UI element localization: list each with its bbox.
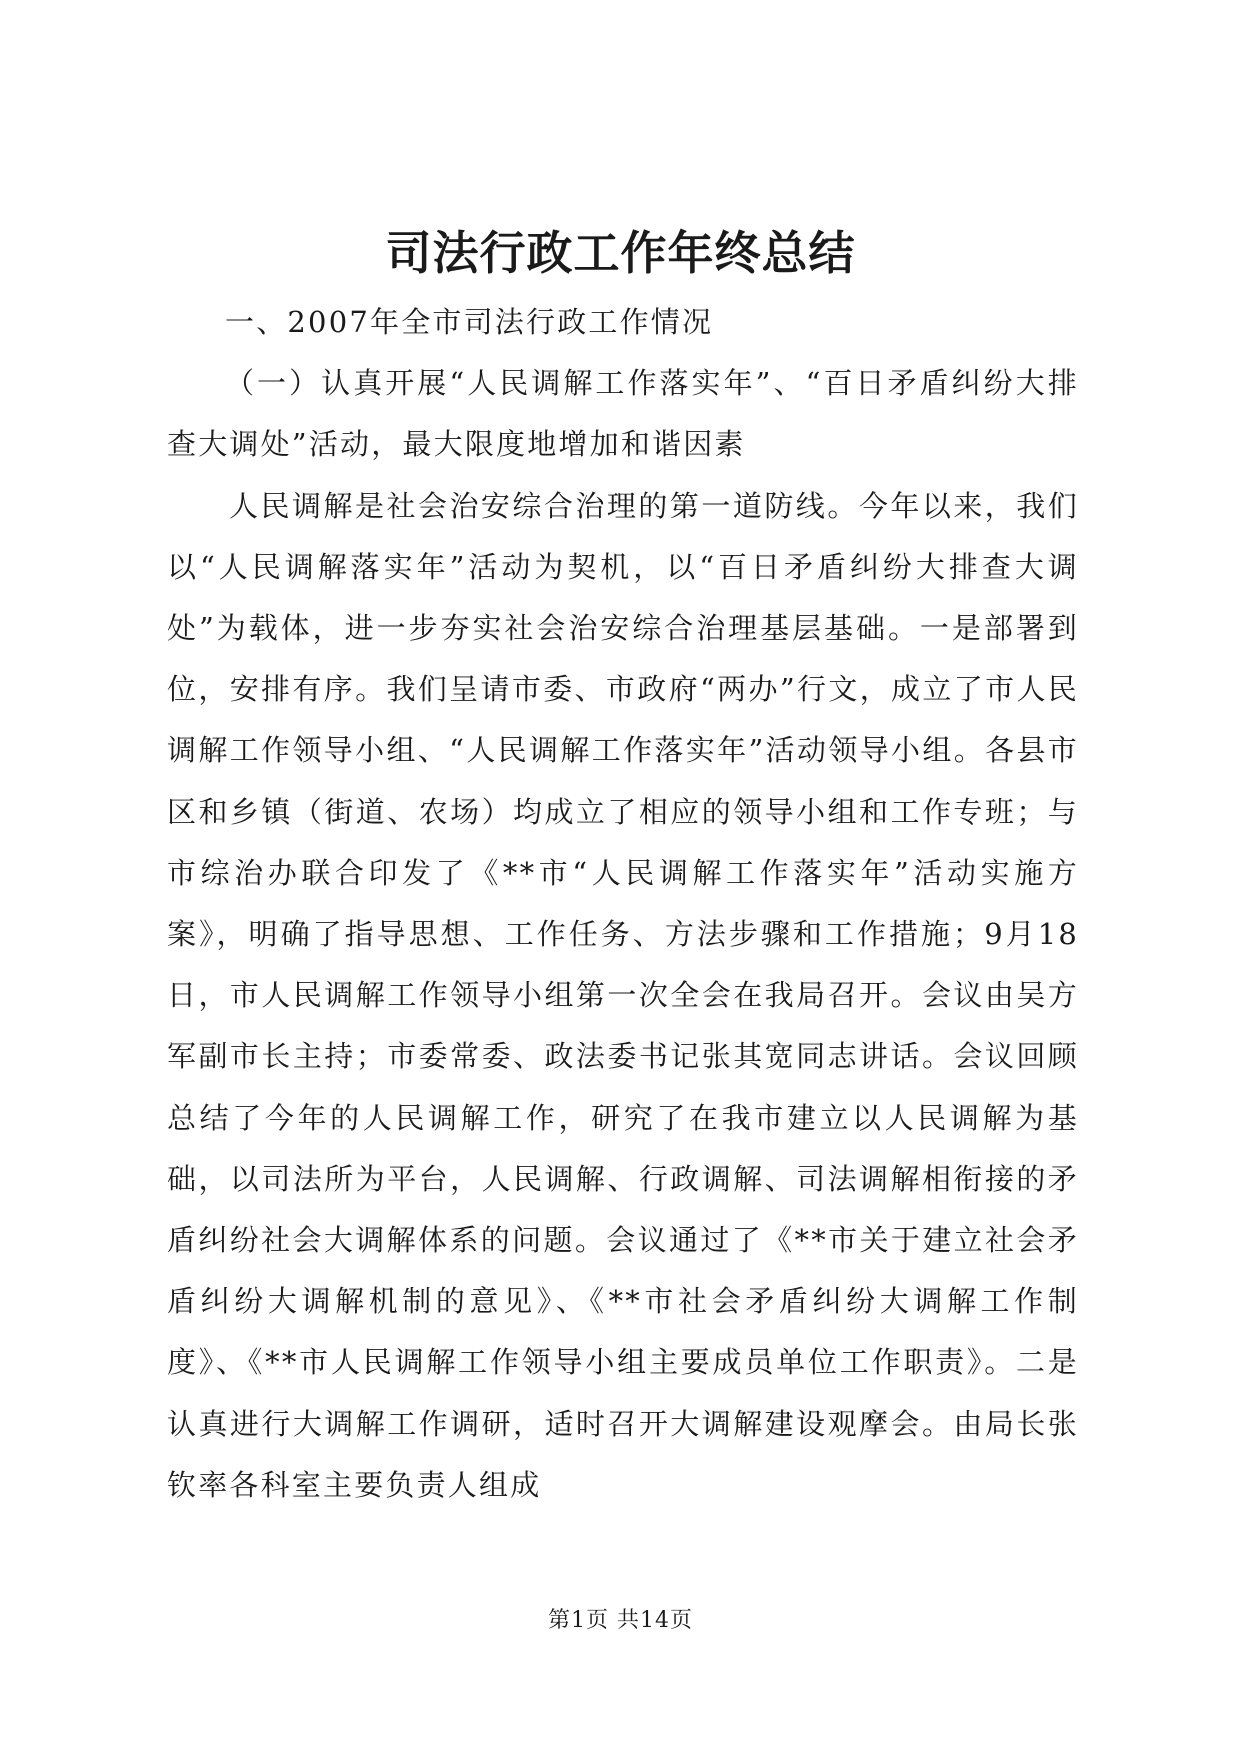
body-paragraph: 人民调解是社会治安综合治理的第一道防线。今年以来，我们以“人民调解落实年”活动为契机，以“百日矛盾纠纷大排查大调处”为载体，进一步夯实社会治安综合治理基层基础。一是部署到位，安排有序。我们呈请市委、市政府“两办”行文，成立了市人民调解工作领导小组、“人民调解工作落实年”活动领导小组。各县市区和乡镇（街道、农场）均成立了相应的领导小组和工作专班；与市综治办联合印发了《**市“人民调解工作落实年”活动实施方案》，明确了指导思想、工作任务、方法步骤和工作措施；9月18日，市人民调解工作领导小组第一次全会在我局召开。会议由吴方军副市长主持；市委常委、政法委书记张其宽同志讲话。会议回顾总结了今年的人民调解工作，研究了在我市建立以人民调解为基础，以司法所为平台，人民调解、行政调解、司法调解相衔接的矛盾纠纷社会大调解体系的问题。会议通过了《**市关于建立社会矛盾纠纷大调解机制的意见》、《**市社会矛盾纠纷大调解工作制度》、《**市人民调解工作领导小组主要成员单位工作职责》。二是认真进行大调解工作调研，适时召开大调解建设观摩会。由局长张钦率各科室主要负责人组成 <box>167 488 1079 1502</box>
section-heading: 一、2007年全市司法行政工作情况 <box>225 305 714 339</box>
document-title: 司法行政工作年终总结 <box>385 226 856 280</box>
subsection-heading: （一）认真开展“人民调解工作落实年”、“百日矛盾纠纷大排查大调处”活动，最大限度地增加和谐因素 <box>167 366 1079 462</box>
document-body <box>167 292 1079 1516</box>
page-footer: 第1页 共14页 <box>548 1608 693 1633</box>
